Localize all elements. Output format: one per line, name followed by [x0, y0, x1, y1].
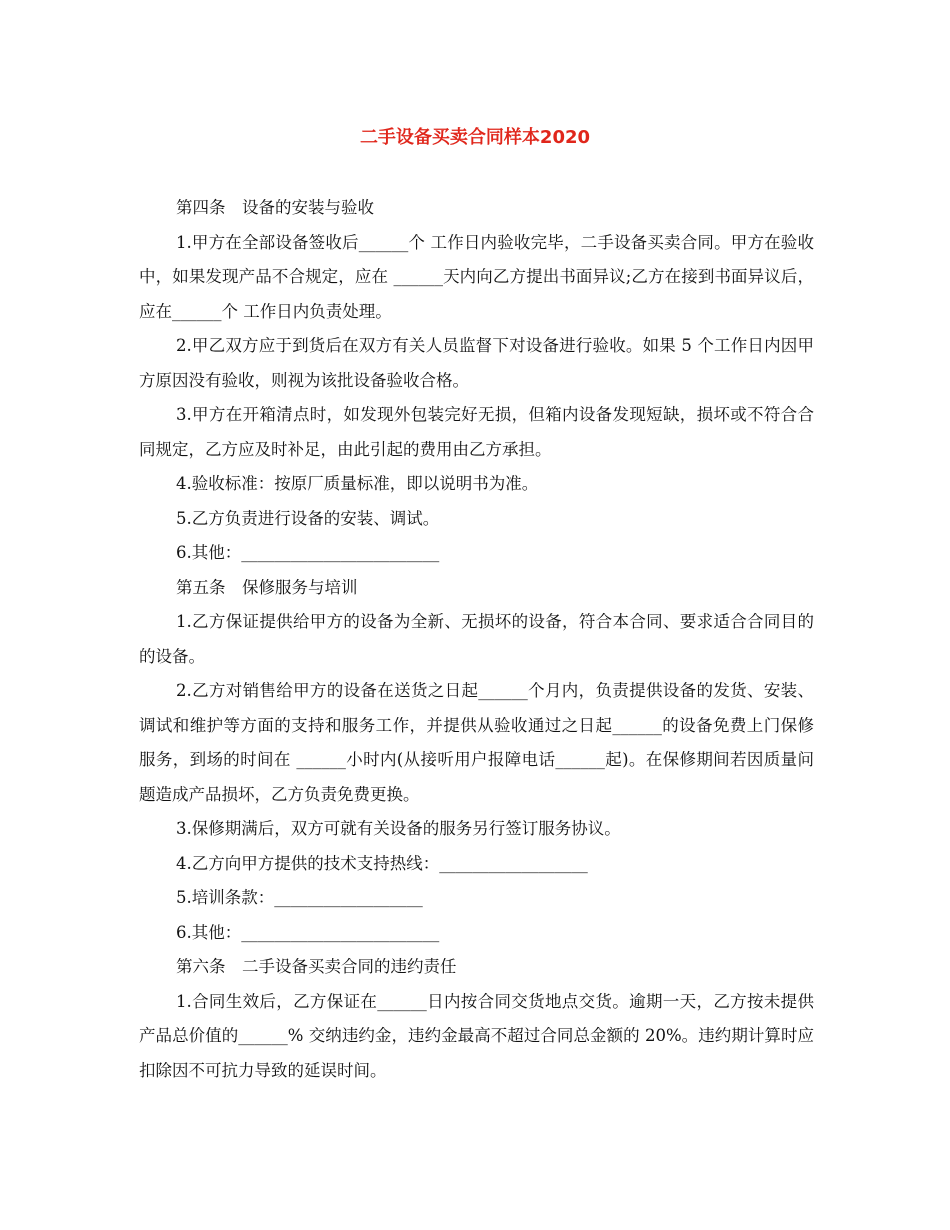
section-heading-article-4: 第四条 设备的安装与验收 — [176, 198, 374, 217]
clause-5-2: 2.乙方对销售给甲方的设备在送货之日起______个月内，负责提供设备的发货、安装、调试和维护等方面的支持和服务工作，并提供从验收通过之日起______的设备免费上门保修服务，到场的时间在 ______小时内(从接听用户报障电话______起)。在保修期间若因质量问题造成产品损坏，乙方负责免费更换。 — [139, 681, 814, 804]
clause-5-5: 5.培训条款：__________________ — [176, 888, 423, 907]
clause-5-4: 4.乙方向甲方提供的技术支持热线：__________________ — [176, 853, 588, 873]
clause-4-5: 5.乙方负责进行设备的安装、调试。 — [176, 508, 440, 528]
clause-4-6: 6.其他：________________________ — [176, 543, 440, 562]
clause-5-3: 3.保修期满后，双方可就有关设备的服务另行签订服务协议。 — [176, 819, 621, 838]
document-body — [139, 191, 814, 1088]
document-title: 二手设备买卖合同样本2020 — [359, 127, 591, 148]
clause-5-1: 1.乙方保证提供给甲方的设备为全新、无损坏的设备，符合本合同、要求适合合同目的的设备。 — [139, 612, 814, 666]
clause-4-3: 3.甲方在开箱清点时，如发现外包装完好无损，但箱内设备发现短缺，损坏或不符合合同规定，乙方应及时补足，由此引起的费用由乙方承担。 — [139, 405, 814, 459]
section-heading-article-5: 第五条 保修服务与培训 — [176, 577, 358, 597]
clause-6-1: 1.合同生效后，乙方保证在______日内按合同交货地点交货。逾期一天，乙方按未提供产品总价值的______% 交纳违约金，违约金最高不超过合同总金额的 20%。违约期计算时应扣除因不可抗力导致的延误时间。 — [139, 991, 814, 1080]
clause-5-6: 6.其他：________________________ — [176, 922, 440, 942]
clause-4-1: 1.甲方在全部设备签收后______个 工作日内验收完毕，二手设备买卖合同。甲方在验收中，如果发现产品不合规定，应在 ______天内向乙方提出书面异议;乙方在接到书面异议后，应在______个 工作日内负责处理。 — [139, 232, 814, 321]
clause-4-4: 4.验收标准：按原厂质量标准，即以说明书为准。 — [176, 474, 539, 493]
section-heading-article-6: 第六条 二手设备买卖合同的违约责任 — [176, 957, 457, 976]
clause-4-2: 2.甲乙双方应于到货后在双方有关人员监督下对设备进行验收。如果 5 个工作日内因甲方原因没有验收，则视为该批设备验收合格。 — [139, 336, 814, 390]
